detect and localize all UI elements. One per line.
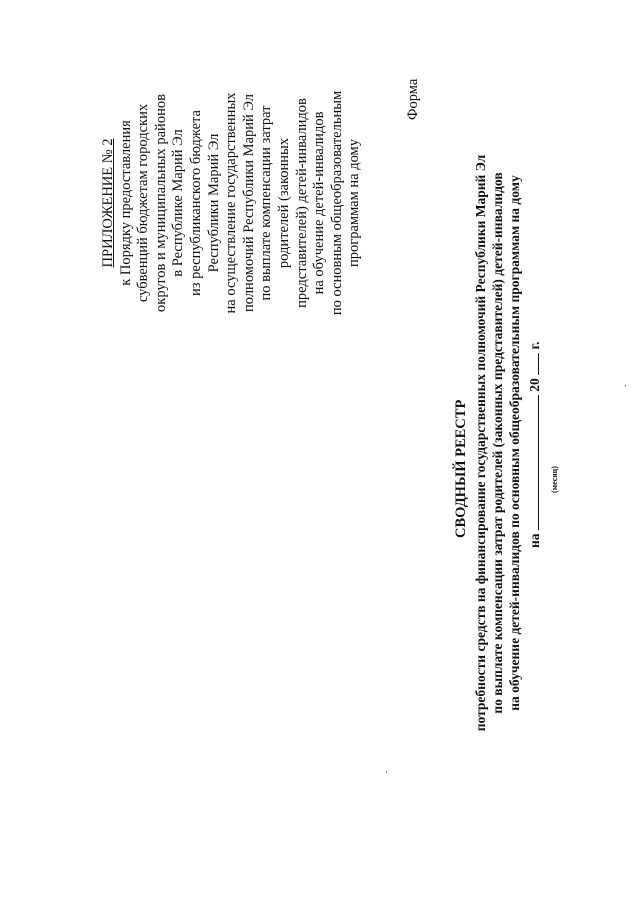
appendix-line: полномочий Республики Марий Эл	[240, 94, 257, 312]
appendix-line: ПРИЛОЖЕНИЕ № 2	[100, 138, 116, 268]
heading-line: на обучение детей-инвалидов по основным общеобразовательным программам на дому	[507, 175, 522, 711]
month-caption: (месяц)	[550, 466, 559, 493]
appendix-line: к Порядку предоставления	[117, 120, 134, 286]
scan-speck	[625, 385, 626, 387]
appendix-line: представителей) детей-инвалидов	[293, 98, 310, 308]
document-heading	[472, 73, 523, 813]
heading-line: потребности средств на финансирование государственных полномочий Республики Марий Эл	[473, 154, 488, 732]
appendix-line: по выплате компенсации затрат	[258, 105, 275, 301]
appendix-line: в Республике Марий Эл	[170, 129, 187, 277]
appendix-line: Республики Марий Эл	[205, 133, 222, 273]
appendix-line: округов и муниципальных районов	[152, 94, 169, 312]
appendix-line: программам на дому	[346, 139, 363, 267]
document-title: СВОДНЫЙ РЕЕСТР	[453, 399, 469, 538]
appendix-line: субвенций бюджетам городских	[135, 103, 152, 303]
date-line	[527, 341, 543, 548]
year-prefix: 20	[527, 378, 542, 392]
scan-speck	[386, 771, 387, 773]
appendix-line: по основным общеобразовательным	[328, 90, 345, 316]
appendix-line: родителей (законных	[275, 137, 292, 269]
appendix-line: на осуществление государственных	[223, 92, 240, 314]
appendix-block	[100, 53, 364, 353]
heading-line: по выплате компенсации затрат родителей (законных представителей) детей-инвалидов	[490, 172, 505, 714]
date-prefix: на	[527, 533, 542, 548]
appendix-line: из республиканского бюджета	[187, 110, 204, 296]
year-blank[interactable]	[527, 353, 539, 375]
month-blank[interactable]	[527, 395, 539, 530]
appendix-line: на обучение детей-инвалидов	[311, 111, 328, 295]
date-suffix: г.	[527, 341, 542, 350]
form-label: Форма	[405, 78, 421, 120]
